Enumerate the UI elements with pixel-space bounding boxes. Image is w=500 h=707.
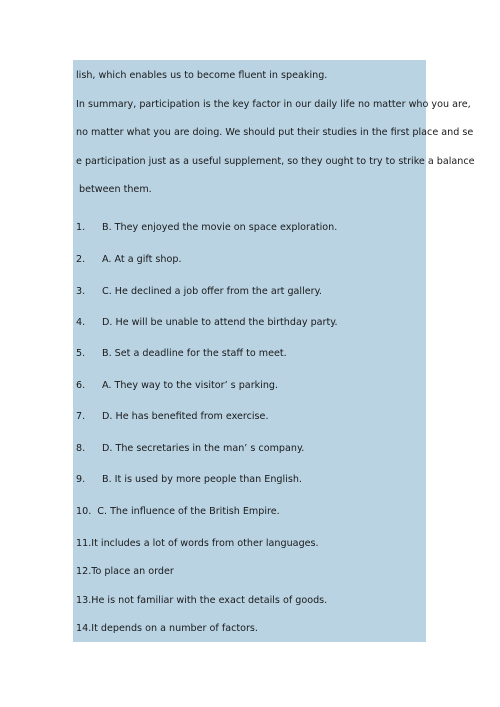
essay-line-1: lish, which enables us to become fluent in speaking. <box>76 70 328 81</box>
answer-1 <box>76 221 337 234</box>
answer-number: 6. <box>76 380 86 391</box>
answer-2 <box>76 253 182 266</box>
answer-number: 8. <box>76 443 86 454</box>
answer-10 <box>76 505 280 518</box>
short-answer-14: 14.It depends on a number of factors. <box>76 623 258 634</box>
answer-number: 5. <box>76 348 86 359</box>
answer-text: A. They way to the visitor’ s parking. <box>102 380 279 391</box>
answer-text: D. The secretaries in the man’ s company. <box>102 443 305 454</box>
answer-number: 2. <box>76 254 86 265</box>
answer-text: C. The influence of the British Empire. <box>97 506 280 517</box>
answer-number: 1. <box>76 222 86 233</box>
answer-number: 4. <box>76 317 86 328</box>
answer-number: 9. <box>76 474 86 485</box>
answer-5 <box>76 347 287 360</box>
answer-text: B. It is used by more people than English. <box>102 474 302 485</box>
essay-line-2: In summary, participation is the key factor in our daily life no matter who you are, <box>76 99 471 110</box>
essay-line-4: e participation just as a useful supplement, so they ought to try to strike a balance <box>76 156 475 167</box>
answer-text: B. Set a deadline for the staff to meet. <box>102 348 287 359</box>
answer-text: A. At a gift shop. <box>102 254 182 265</box>
answer-3 <box>76 285 322 298</box>
answer-6 <box>76 379 278 392</box>
answer-number: 7. <box>76 411 86 422</box>
answer-7 <box>76 410 269 423</box>
answer-9 <box>76 473 302 486</box>
answer-number: 10. <box>76 506 92 517</box>
answer-text: C. He declined a job offer from the art gallery. <box>102 286 322 297</box>
answer-text: D. He has benefited from exercise. <box>102 411 269 422</box>
essay-line-5: between them. <box>76 184 152 195</box>
answer-text: B. They enjoyed the movie on space exploration. <box>102 222 338 233</box>
answer-text: D. He will be unable to attend the birthday party. <box>102 317 338 328</box>
short-answer-11: 11.It includes a lot of words from other languages. <box>76 538 319 549</box>
answer-8 <box>76 442 304 455</box>
short-answer-12: 12.To place an order <box>76 566 174 577</box>
answer-number: 3. <box>76 286 86 297</box>
answer-4 <box>76 316 338 329</box>
short-answer-13: 13.He is not familiar with the exact details of goods. <box>76 595 328 606</box>
essay-line-3: no matter what you are doing. We should put their studies in the first place and se <box>76 127 474 138</box>
